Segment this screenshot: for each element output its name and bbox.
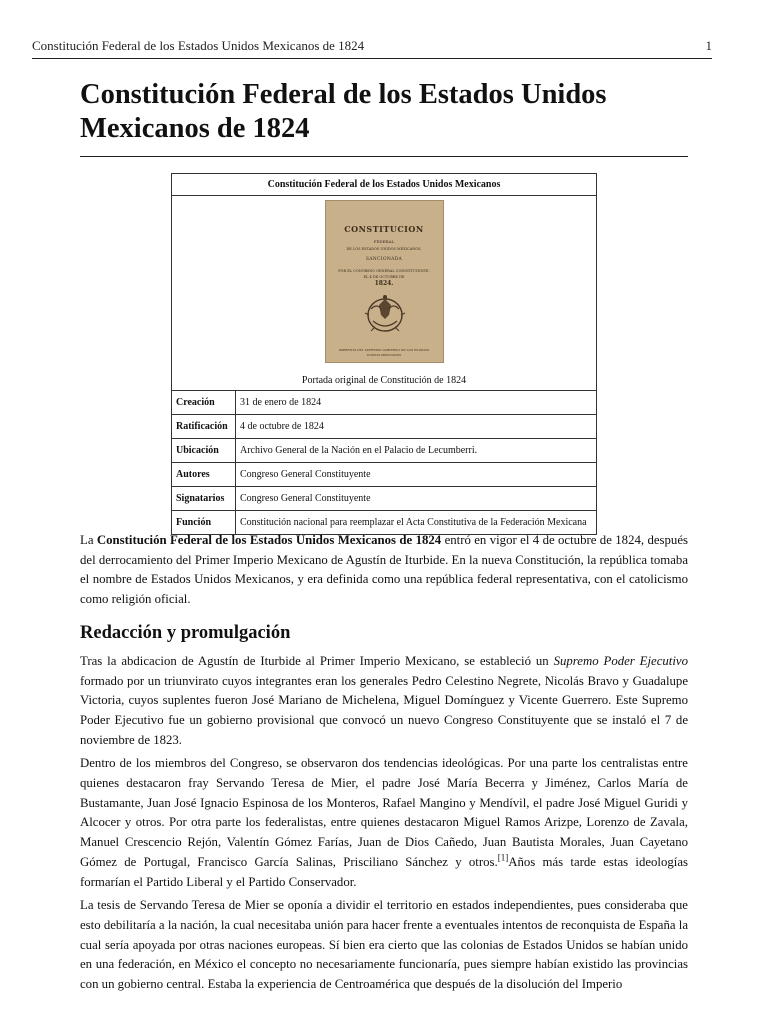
- intro-text-start: La: [80, 533, 97, 547]
- paragraph-text: formado por un triunvirato cuyos integrantes eran los generales Pedro Celestino Negrete, Nicolás Bravo y Guadalupe Victoria, cuyos suplentes fueron José Mariano de Michelena, Miguel Domínguez y Vicente Guerrero. Este Supremo Poder Ejecutivo fue un gobierno provisional que convocó un nuevo Congreso Constituyente que se instaló el 7 de noviembre de 1823.: [80, 673, 688, 747]
- cover-line-7: 1824.: [374, 280, 394, 287]
- infobox-row: [172, 415, 597, 439]
- section-heading: Redacción y promulgación: [80, 622, 291, 643]
- infobox-image-caption: Portada original de Constitución de 1824: [301, 375, 467, 386]
- intro-bold-term: Constitución Federal de los Estados Unidos Mexicanos de 1824: [96, 533, 442, 547]
- cover-line-4: SANCIONADA: [365, 257, 403, 262]
- infobox-label: Ubicación: [172, 439, 236, 463]
- infobox-label: Signatarios: [172, 487, 236, 511]
- infobox-value: 4 de octubre de 1824: [236, 415, 597, 439]
- reference-link[interactable]: [1]: [497, 852, 509, 863]
- infobox-value: Congreso General Constituyente: [236, 487, 597, 511]
- section-paragraph-3: La tesis de Servando Teresa de Mier se oponía a dividir el territorio en estados independientes, pues consideraba que esto debilitaría a la nación, la cual necesitaba unión para hacer frente a eventuales intentos de reconquista de España la cual sería apoyada por otras naciones europeas. Sí bien era cierto que las colonias de Estados Unidos se habían unido en una federación, en México el concepto no necesariamente funcionaría, pues siempre habían existido las provincias con un gobierno central. Estaba la experiencia de Centroamérica que después de la disolución del Imperio: [80, 898, 688, 992]
- paragraph-italic-term: Supremo Poder Ejecutivo: [553, 653, 688, 668]
- cover-line-2: FEDERAL: [373, 239, 395, 244]
- infobox-row: [172, 391, 597, 415]
- infobox-image-cell: [172, 196, 597, 391]
- constitution-cover-image[interactable]: [325, 200, 444, 363]
- cover-line-8: IMPRENTA DEL SUPREMO GOBIERNO DE LOS ESTADOS: [338, 348, 430, 352]
- intro-paragraph: [80, 531, 688, 610]
- infobox-value: Constitución nacional para reemplazar el Acta Constitutiva de la Federación Mexicana: [236, 511, 597, 535]
- intro-text-rest: entró en vigor el 4 de octubre de 1824, después del derrocamiento del Primer Imperio Mexicano de Agustín de Iturbide. En la nueva Constitución, la república tomaba el nombre de Estados Unidos Mexicanos, y era definida como una república federal representativa, con el catolicismo como religión oficial.: [80, 533, 688, 607]
- article-body: [80, 531, 688, 999]
- paragraph-text: Tras la abdicacion de Agustín de Iturbide al Primer Imperio Mexicano, se estableció un: [80, 653, 554, 668]
- page-number: 1: [705, 38, 712, 53]
- cover-line-3: DE LOS ESTADOS UNIDOS MEXICANOS,: [346, 247, 422, 251]
- infobox-label: Ratificación: [172, 415, 236, 439]
- running-header: [32, 38, 712, 59]
- cover-line-9: UNIDOS MEXICANOS: [366, 353, 402, 357]
- infobox-label: Autores: [172, 463, 236, 487]
- running-title: Constitución Federal de los Estados Unidos Mexicanos de 1824: [32, 38, 365, 53]
- infobox-value: Congreso General Constituyente: [236, 463, 597, 487]
- section-paragraph-2: [80, 754, 688, 892]
- infobox-row: [172, 439, 597, 463]
- infobox-label: Función: [172, 511, 236, 535]
- paragraph-text: Dentro de los miembros del Congreso, se observaron dos tendencias ideológicas. Por una parte los centralistas entre quienes destacaron fray Servando Teresa de Mier, el padre José María Becerra y Jiménez, Carlos María de Bustamante, Juan José Ignacio Espinosa de los Monteros, Rafael Mangino y Mendívil, el padre José Miguel Guridi y Alcocer y otros. Por otra parte los federalistas, entre quienes destacaron Miguel Ramos Arizpe, Lorenzo de Zavala, Manuel Crescencio Rejón, Valentín Gómez Farías, Juan de Dios Cañedo, Juan Bautista Morales, Juan Cayetano Gómez de Portugal, Francisco García Salinas, Prisciliano Sánchez y otros.: [80, 756, 688, 869]
- infobox-label: Creación: [172, 391, 236, 415]
- cover-line-6: EL 4 DE OCTUBRE DE: [363, 275, 405, 279]
- cover-line-1: CONSTITUCION: [344, 224, 424, 234]
- infobox: [171, 173, 597, 535]
- infobox-value: Archivo General de la Nación en el Palacio de Lecumberri.: [236, 439, 597, 463]
- infobox-title: Constitución Federal de los Estados Unidos Mexicanos: [172, 174, 597, 196]
- paragraph-text: Años más tarde estas ideologías formarían el Partido Liberal y el Partido Conservador.: [80, 854, 689, 889]
- eagle-coat-of-arms-icon: [363, 291, 407, 335]
- infobox-value: 31 de enero de 1824: [236, 391, 597, 415]
- page-title: Constitución Federal de los Estados Unidos Mexicanos de 1824: [80, 78, 688, 157]
- section-paragraph-1: [80, 652, 688, 751]
- infobox-row: [172, 487, 597, 511]
- infobox-row: [172, 463, 597, 487]
- cover-line-5: POR EL CONGRESO GENERAL CONSTITUYENTE,: [338, 269, 430, 273]
